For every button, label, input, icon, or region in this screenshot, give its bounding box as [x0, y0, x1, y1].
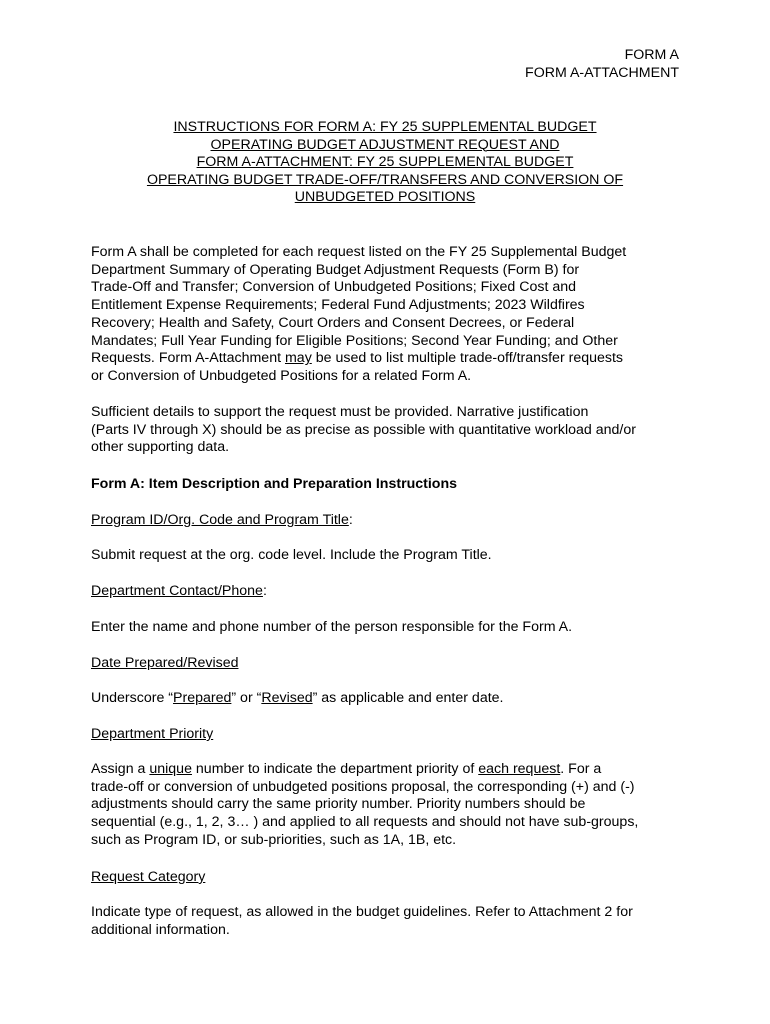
form-header-line: FORM A: [624, 47, 679, 63]
text-line: Mandates; Full Year Funding for Eligible Positions; Second Year Funding; and Other: [91, 332, 618, 349]
text-line: trade-off or conversion of unbudgeted positions proposal, the corresponding (+) and (-): [91, 778, 635, 795]
text-line: Trade-Off and Transfer; Conversion of Unbudgeted Positions; Fixed Cost and: [91, 279, 576, 296]
priority-instructions: [91, 761, 681, 850]
text-run: Assign a: [91, 761, 150, 777]
text-line: Entitlement Expense Requirements; Federal Fund Adjustments; 2023 Wildfires: [91, 297, 585, 314]
text-line: additional information.: [91, 921, 230, 938]
label-colon: :: [262, 583, 267, 599]
category-label: Request Category: [91, 869, 206, 885]
underlined-word: each request: [478, 761, 561, 777]
text-run: number to indicate the department priority of: [191, 761, 479, 777]
text-line: (Parts IV through X) should be as precise as possible with quantitative workload and/or: [91, 421, 636, 438]
text-run: Underscore “: [91, 690, 174, 706]
contact-label: Department Contact/Phone: [91, 583, 263, 599]
intro-paragraph-1: [91, 244, 681, 386]
text-run: ” or “: [231, 690, 262, 706]
program-instructions: Submit request at the org. code level. Include the Program Title.: [91, 547, 492, 563]
program-label: Program ID/Org. Code and Program Title: [91, 512, 349, 528]
text-line: sequential (e.g., 1, 2, 3… ) and applied to all requests and should not have sub-groups,: [91, 814, 639, 831]
text-line: Indicate type of request, as allowed in the budget guidelines. Refer to Attachment 2 for: [91, 904, 633, 920]
underlined-word: Revised: [261, 690, 313, 706]
text-line: such as Program ID, or sub-priorities, such as 1A, 1B, etc.: [91, 831, 457, 848]
date-label: Date Prepared/Revised: [91, 655, 239, 671]
underlined-word: unique: [149, 761, 192, 777]
section-heading: Form A: Item Description and Preparation Instructions: [91, 476, 458, 492]
title-line: FORM A-ATTACHMENT: FY 25 SUPPLEMENTAL BUDGET: [196, 154, 574, 171]
form-header-line: FORM A-ATTACHMENT: [525, 65, 679, 81]
text-run: Requests. Form A-Attachment: [91, 350, 285, 367]
title-line: OPERATING BUDGET TRADE-OFF/TRANSFERS AND CONVERSION OF: [146, 171, 624, 188]
underlined-word: may: [284, 350, 312, 367]
contact-instructions: Enter the name and phone number of the person responsible for the Form A.: [91, 619, 573, 635]
contact-label-line: [91, 583, 681, 601]
text-line: Department Summary of Operating Budget Adjustment Requests (Form B) for: [91, 261, 580, 278]
text-line: Sufficient details to support the request must be provided. Narrative justification: [91, 404, 589, 420]
title-line: INSTRUCTIONS FOR FORM A: FY 25 SUPPLEMENTAL BUDGET: [173, 119, 597, 135]
text-line: [91, 350, 681, 368]
program-label-line: [91, 512, 681, 530]
date-instructions: [91, 690, 681, 708]
category-instructions: [91, 904, 681, 939]
text-run: be used to list multiple trade-off/transfer requests: [311, 350, 624, 367]
text-line: adjustments should carry the same priority number. Priority numbers should be: [91, 796, 586, 813]
title-line: OPERATING BUDGET ADJUSTMENT REQUEST AND: [210, 136, 560, 153]
text-run: ” as applicable and enter date.: [312, 690, 504, 706]
document-title: [90, 119, 680, 207]
text-line: Form A shall be completed for each request listed on the FY 25 Supplemental Budget: [91, 244, 627, 260]
text-line: or Conversion of Unbudgeted Positions for a related Form A.: [91, 367, 472, 384]
text-line: other supporting data.: [91, 439, 230, 456]
underlined-word: Prepared: [173, 690, 232, 706]
text-line: [91, 761, 681, 779]
form-header: [525, 46, 679, 82]
text-run: . For a: [560, 761, 602, 777]
priority-label: Department Priority: [91, 726, 214, 742]
label-colon: :: [348, 512, 353, 528]
intro-paragraph-2: [91, 404, 681, 457]
title-line: UNBUDGETED POSITIONS: [294, 189, 476, 206]
text-line: Recovery; Health and Safety, Court Orders and Consent Decrees, or Federal: [91, 314, 575, 331]
